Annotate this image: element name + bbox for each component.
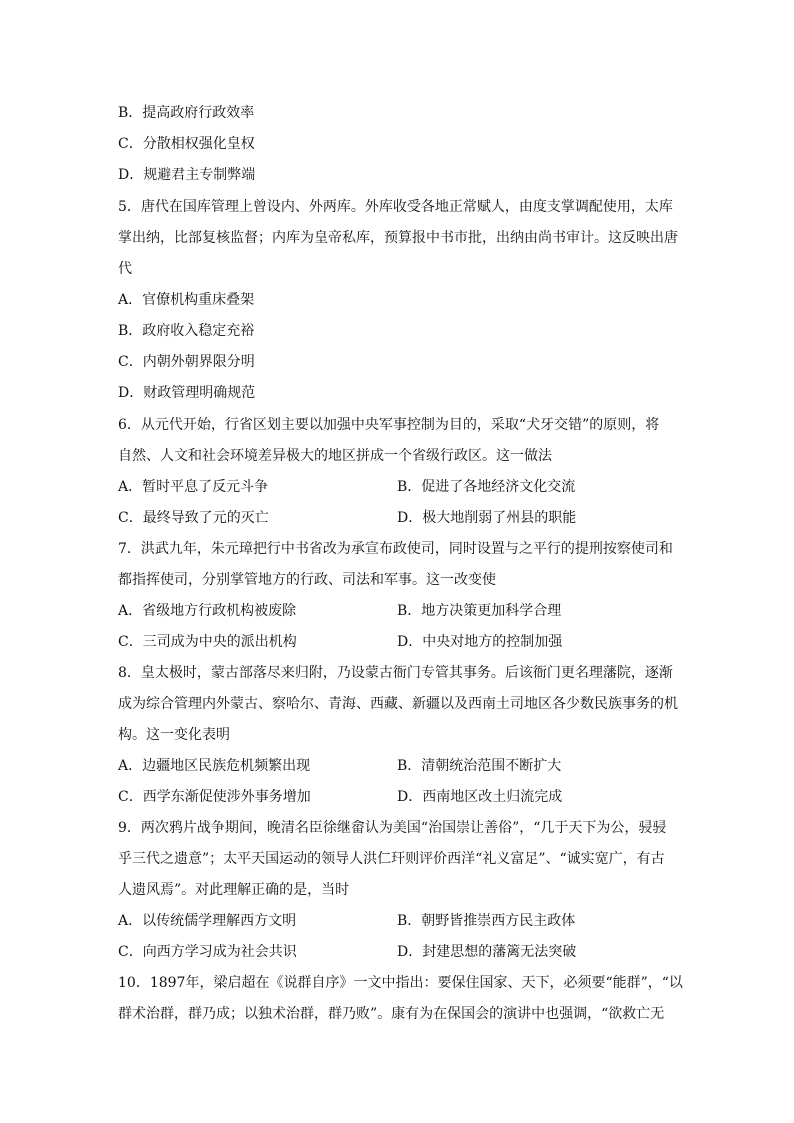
q8-option-a: A．边疆地区民族危机频繁出现 — [118, 758, 311, 774]
q5-option-a: A．官僚机构重床叠架 — [118, 292, 255, 308]
q9-stem-line-3: 人遗风焉”。对此理解正确的是，当时 — [118, 882, 350, 898]
q9-option-d: D．封建思想的藩篱无法突破 — [397, 944, 577, 960]
q4-option-d: D．规避君主专制弊端 — [118, 167, 256, 183]
q6-stem-line-1: 6．从元代开始，行省区划主要以加强中央军事控制为目的，采取“犬牙交错”的原则，将 — [118, 417, 660, 433]
q5-option-d: D．财政管理明确规范 — [118, 385, 256, 401]
q10-stem-line-2: 群术治群，群乃成；以独术治群，群乃败”。康有为在保国会的演讲中也强调，“欲救亡无 — [118, 1006, 665, 1022]
q6-option-a: A．暂时平息了反元斗争 — [118, 479, 269, 495]
q7-option-d: D．中央对地方的控制加强 — [397, 634, 563, 650]
q5-option-c: C．内朝外朝界限分明 — [118, 354, 255, 370]
q9-option-b: B．朝野皆推崇西方民主政体 — [397, 913, 576, 929]
q4-option-c: C．分散相权强化皇权 — [118, 136, 255, 152]
q8-stem-line-1: 8．皇太极时，蒙古部落尽来归附，乃设蒙古衙门专管其事务。后该衙门更名理藩院，逐渐 — [118, 665, 673, 681]
q4-option-b: B．提高政府行政效率 — [118, 105, 255, 121]
q8-option-d: D．西南地区改土归流完成 — [397, 789, 563, 805]
q8-stem-line-3: 构。这一变化表明 — [118, 727, 230, 743]
q8-option-c: C．西学东渐促使涉外事务增加 — [118, 789, 311, 805]
q5-stem-line-1: 5．唐代在国库管理上曾设内、外两库。外库收受各地正常赋人，由度支掌调配使用，太库 — [118, 199, 673, 215]
q6-stem-line-2: 自然、人文和社会环境差异极大的地区拼成一个省级行政区。这一做法 — [118, 448, 552, 464]
q9-stem-line-1: 9．两次鸦片战争期间，晚清名臣徐继畲认为美国“治国崇让善俗”，“几于天下为公，骎骎 — [118, 820, 667, 836]
q6-option-b: B．促进了各地经济文化交流 — [397, 479, 576, 495]
q7-option-a: A．省级地方行政机构被废除 — [118, 603, 297, 619]
q7-option-b: B．地方决策更加科学合理 — [397, 603, 562, 619]
q9-option-a: A．以传统儒学理解西方文明 — [118, 913, 297, 929]
q6-option-d: D．极大地削弱了州县的职能 — [397, 510, 577, 526]
q5-option-b: B．政府收入稳定充裕 — [118, 323, 255, 339]
q5-stem-line-2: 掌出纳，比部复核监督；内库为皇帝私库，预算报中书市批，出纳由尚书审计。这反映出唐 — [118, 230, 678, 246]
q7-stem-line-2: 都指挥使司，分别掌管地方的行政、司法和军事。这一改变使 — [118, 572, 496, 588]
q8-stem-line-2: 成为综合管理内外蒙古、察哈尔、青海、西藏、新疆以及西南土司地区各少数民族事务的机 — [118, 696, 678, 712]
q6-option-c: C．最终导致了元的灭亡 — [118, 510, 269, 526]
q9-stem-line-2: 乎三代之遗意”；太平天国运动的领导人洪仁玕则评价西洋“礼义富足”、“诚实宽广，有古 — [118, 851, 665, 867]
q8-option-b: B．清朝统治范围不断扩大 — [397, 758, 562, 774]
q5-stem-line-3: 代 — [118, 261, 132, 277]
q7-stem-line-1: 7．洪武九年，朱元璋把行中书省改为承宣布政使司，同时设置与之平行的提刑按察使司和 — [118, 541, 673, 557]
q7-option-c: C．三司成为中央的派出机构 — [118, 634, 297, 650]
q9-option-c: C．向西方学习成为社会共识 — [118, 944, 297, 960]
q10-stem-line-1: 10．1897年，梁启超在《说群自序》一文中指出：要保住国家、天下，必须要“能群”，“以 — [118, 975, 683, 991]
